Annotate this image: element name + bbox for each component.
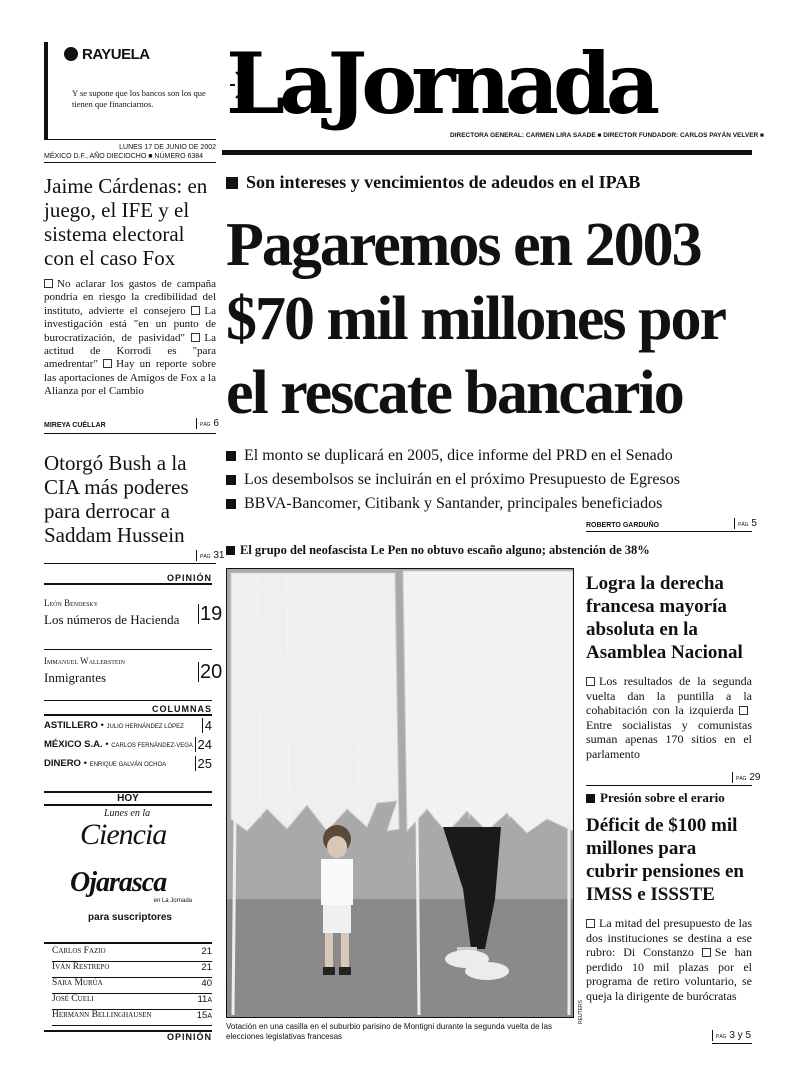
- opinion-list: [44, 592, 223, 708]
- bullet-square-icon: [226, 451, 236, 461]
- left-story-body: No aclarar los gastos de campaña pondría en riesgo la credibilidad del instituto, advierte el consejero La investigación está "en un punto de burocratización, de pasividad" La actitud de Korrodi es "para amedrentar" Hay un reporte sobre las aportaciones de Amigos de Fox a la Alianza por el Cambio: [44, 278, 217, 398]
- erario-body: La mitad del presupuesto de las dos instituciones se destina a ese rubro: Di Constanzo Se han perdido 10 mil plazas por el programa de retiro voluntario, se queja la dirigente de burócratas: [586, 916, 752, 1003]
- photo-caption: Votación en una casilla en el suburbio parisino de Montigni durante la segunda vuelta de las elecciones legislativas francesas: [226, 1022, 552, 1041]
- column-item[interactable]: DINERO • ENRIQUE GALVÁN OCHOA 25: [44, 756, 212, 771]
- main-headline[interactable]: Pagaremos en 2003 $70 mil millones por el rescate bancario: [226, 211, 726, 427]
- directors-line: DIRECTORA GENERAL: CARMEN LIRA SAADE ■ DIRECTOR FUNDADOR: CARLOS PAYÁN VELVER ■: [450, 132, 764, 139]
- voting-booth-image: [227, 569, 573, 1017]
- ciencia-small: Lunes en la: [104, 808, 151, 819]
- election-photo: [226, 568, 574, 1018]
- bullet-square-icon: [103, 359, 112, 368]
- opinion-title[interactable]: Los números de Hacienda: [44, 612, 180, 627]
- rayuela-box: [44, 42, 216, 140]
- bullet-square-icon: [586, 677, 595, 686]
- divider: [586, 785, 752, 786]
- divider: [586, 531, 752, 532]
- opinion-bottom-item[interactable]: Iván Restrepo 21: [52, 962, 212, 978]
- main-kicker: Son intereses y vencimientos de adeudos en el IPAB: [226, 172, 756, 193]
- divider: [44, 700, 212, 701]
- rayuela-text: Y se supone que los bancos son los que tienen que financiarnos.: [72, 88, 206, 109]
- opinion-bottom-item[interactable]: Carlos Fazio 21: [52, 946, 212, 962]
- bullet-square-icon: [702, 948, 711, 957]
- bullet-square-icon: [739, 706, 748, 715]
- left-story-headline[interactable]: Jaime Cárdenas: en juego, el IFE y el sistema electoral con el caso Fox: [44, 174, 208, 270]
- erario-headline[interactable]: Déficit de $100 mil millones para cubrir pensiones en IMSS e ISSSTE: [586, 815, 745, 905]
- bullet-square-icon: [191, 333, 200, 342]
- bullet-square-icon: [226, 499, 236, 509]
- erario-page[interactable]: PÁG 3 y 5: [712, 1030, 751, 1041]
- opinion-page[interactable]: 19: [200, 603, 223, 625]
- ciencia-title[interactable]: Ciencia: [80, 818, 167, 851]
- bullet-square-icon: [191, 306, 200, 315]
- columnas-header: COLUMNAS: [44, 704, 212, 716]
- ojarasca-supplement[interactable]: [70, 868, 200, 904]
- opinion-bottom-list: [52, 946, 212, 1026]
- bullet-square-icon: [586, 919, 595, 928]
- erario-kicker: Presión sobre el erario: [586, 790, 752, 806]
- france-headline[interactable]: Logra la derecha francesa mayoría absoluta en la Asamblea Nacional: [586, 573, 743, 663]
- left-story-cardenas[interactable]: [44, 174, 216, 399]
- left-story2-page[interactable]: PÁG 31: [196, 550, 224, 561]
- column-item[interactable]: ASTILLERO • JULIO HERNÁNDEZ LÓPEZ 4: [44, 718, 212, 733]
- opinion-bottom-item[interactable]: José Cueli 11a: [52, 994, 212, 1010]
- main-bullets: El monto se duplicará en 2005, dice informe del PRD en el Senado Los desembolsos se incluirán en el próximo Presupuesto de Egresos BBVA-Bancomer, Citibank y Santander, principales beneficiados: [226, 444, 756, 516]
- opinion-bottom-item[interactable]: Hermann Bellinghausen 15a: [52, 1010, 212, 1026]
- rayuela-title: RAYUELA: [64, 46, 150, 63]
- france-page[interactable]: PÁG 29: [732, 772, 760, 783]
- divider: [44, 942, 212, 944]
- main-byline: ROBERTO GARDUÑO: [586, 522, 659, 529]
- hoy-header: HOY: [44, 791, 212, 806]
- opinion-footer: OPINIÓN: [44, 1030, 212, 1042]
- left-story-page[interactable]: PÁG 6: [196, 418, 219, 429]
- opinion-bottom-item[interactable]: Sara Murúa 40: [52, 978, 212, 994]
- opinion-page[interactable]: 20: [200, 661, 223, 683]
- ojarasca-sub: en La Jornada: [153, 898, 192, 904]
- photo-credit: REUTERS: [578, 1000, 584, 1024]
- left-story-byline: MIREYA CUÉLLAR: [44, 422, 106, 429]
- opinion-author: León Bendesky: [44, 598, 99, 608]
- kicker-square-icon: [226, 177, 238, 189]
- erario-story[interactable]: [586, 814, 752, 1003]
- issue-number: MÉXICO D.F., AÑO DIECIOCHO ■ NÚMERO 6384: [44, 153, 204, 160]
- columnas-list: [44, 720, 212, 777]
- main-page[interactable]: PÁG 5: [734, 518, 757, 529]
- subscribers-note: para suscriptores: [88, 912, 172, 923]
- rayuela-logo-icon: [64, 47, 78, 61]
- date: LUNES 17 DE JUNIO DE 2002: [119, 144, 216, 151]
- opinion-header: OPINIÓN: [44, 573, 212, 585]
- france-body: Los resultados de la segunda vuelta dan la puntilla a la cohabitación con la izquierda Entre socialistas y comunistas suman apenas 170 sitios en el parlamento: [586, 674, 752, 761]
- left-story-bush[interactable]: Otorgó Bush a la CIA más poderes para derrocar a Saddam Hussein: [44, 451, 189, 547]
- column-item[interactable]: MÉXICO S.A. • CARLOS FERNÁNDEZ-VEGA 24: [44, 737, 212, 752]
- top-rule: [222, 150, 752, 155]
- ojarasca-title[interactable]: Ojarasca: [70, 867, 167, 898]
- kicker-square-icon: [586, 794, 595, 803]
- dateline: [44, 143, 216, 163]
- opinion-item[interactable]: [44, 598, 223, 650]
- divider: [44, 433, 216, 434]
- bullet-square-icon: [44, 279, 53, 288]
- opinion-author: Immanuel Wallerstein: [44, 656, 125, 666]
- kicker-square-icon: [226, 546, 235, 555]
- france-kicker: El grupo del neofascista Le Pen no obtuvo escaño alguno; abstención de 38%: [226, 543, 756, 558]
- divider: [44, 563, 216, 564]
- bullet-square-icon: [226, 475, 236, 485]
- divider: [712, 1043, 752, 1044]
- opinion-title[interactable]: Inmigrantes: [44, 670, 107, 685]
- france-story[interactable]: [586, 572, 752, 761]
- masthead-logo[interactable]: LaJornada: [226, 34, 655, 133]
- ciencia-supplement[interactable]: [80, 808, 200, 851]
